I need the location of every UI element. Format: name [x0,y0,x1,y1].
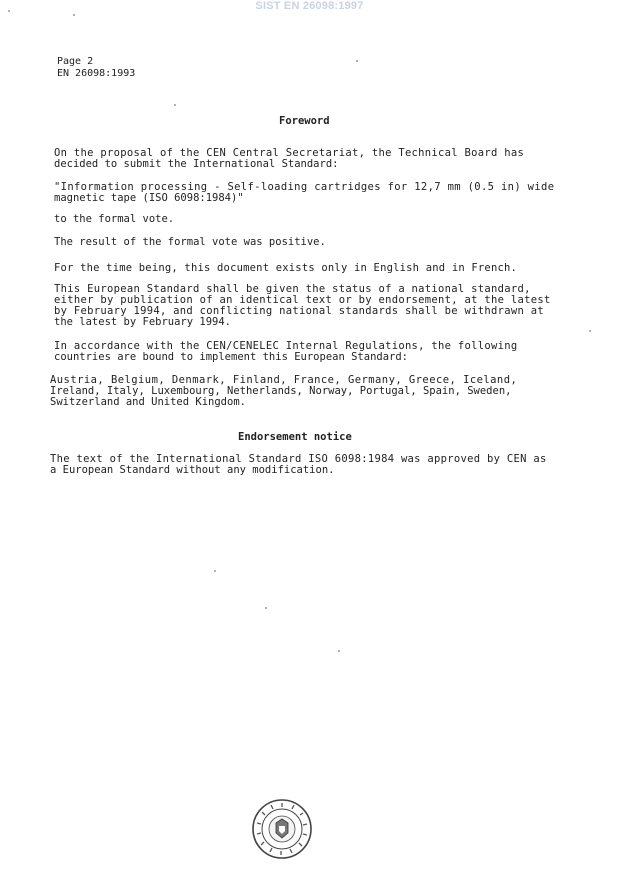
foreword-p8-line3: Switzerland and United Kingdom. [50,396,246,408]
foreword-p1-line2: decided to submit the International Standard: [54,158,339,170]
scan-speck [8,10,10,12]
foreword-p8-line1: Austria, Belgium, Denmark, Finland, France, Germany, Greece, Iceland, [50,374,518,386]
scan-speck [338,650,340,652]
foreword-p2-line2: magnetic tape (ISO 6098:1984)" [54,192,244,204]
foreword-p5: For the time being, this document exists only in English and in French. [54,262,518,274]
foreword-p6-line1: This European Standard shall be given the status of a national standard, [54,283,531,295]
endorsement-heading: Endorsement notice [238,431,352,443]
page-number: Page 2 [57,56,94,67]
foreword-p6-line3: by February 1994, and conflicting national standards shall be withdrawn at [54,305,544,317]
foreword-p1-line1: On the proposal of the CEN Central Secretariat, the Technical Board has [54,147,525,159]
foreword-heading: Foreword [279,115,330,127]
scan-speck [214,570,216,572]
watermark: SIST EN 26098:1997 [255,0,364,12]
scan-speck [174,104,176,106]
document-id: EN 26098:1993 [57,68,136,79]
foreword-p4: The result of the formal vote was positive. [54,236,326,248]
foreword-p8-line2: Ireland, Italy, Luxembourg, Netherlands, Norway, Portugal, Spain, Sweden, [50,385,512,397]
foreword-p6-line2: either by publication of an identical text or by endorsement, at the latest [54,294,551,306]
foreword-p7-line1: In accordance with the CEN/CENELEC Internal Regulations, the following [54,340,518,352]
foreword-p6-line4: the latest by February 1994. [54,316,232,328]
scan-speck [265,607,267,609]
endorsement-p1-line1: The text of the International Standard ISO 6098:1984 was approved by CEN as [50,453,547,465]
foreword-p3: to the formal vote. [54,213,175,225]
scan-speck [73,14,75,16]
foreword-p2-line1: "Information processing - Self-loading cartridges for 12,7 mm (0.5 in) wide [54,181,555,193]
scan-speck [356,60,358,62]
foreword-p7-line2: countries are bound to implement this European Standard: [54,351,409,363]
official-seal-icon [250,797,314,861]
scan-speck [589,330,591,332]
endorsement-p1-line2: a European Standard without any modification. [50,464,335,476]
